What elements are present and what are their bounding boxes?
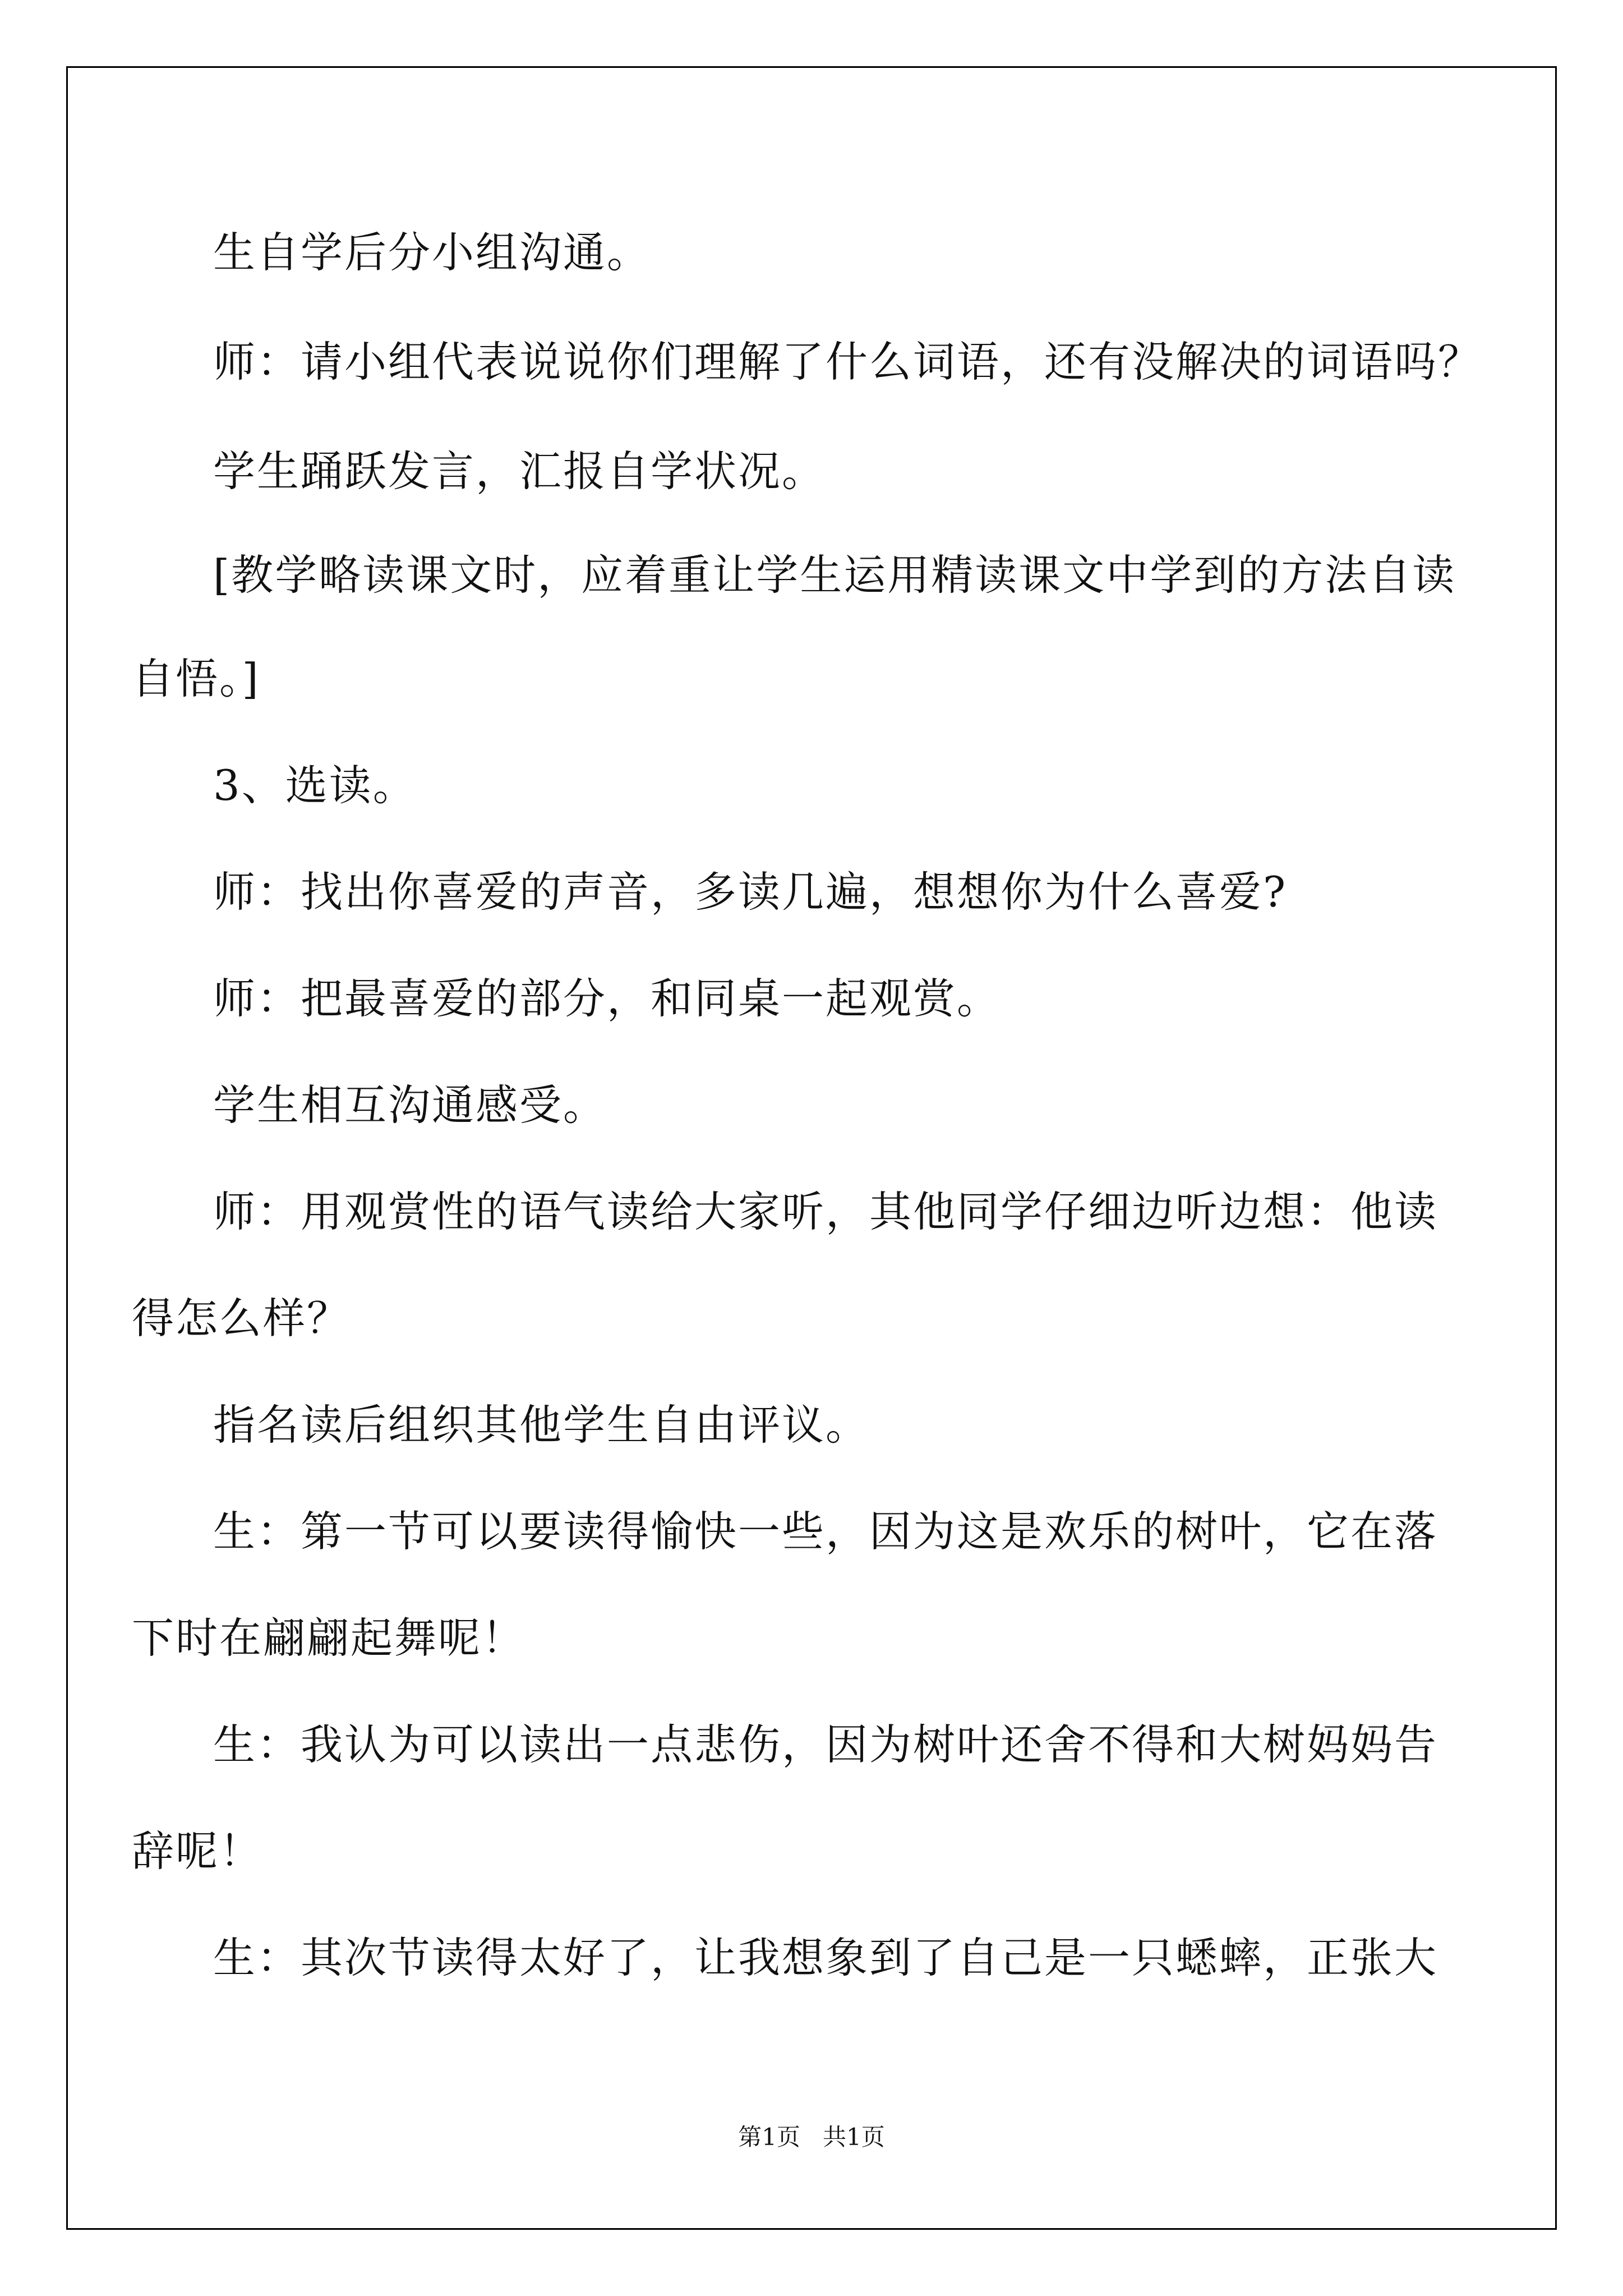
- page-total: 共1页: [823, 2123, 885, 2151]
- paragraph: 生：第一节可以要读得愉快一些，因为这是欢乐的树叶，它在落: [213, 1507, 1438, 1556]
- page-footer: [0, 2120, 1623, 2154]
- paragraph-continuation: 下时在翩翩起舞呢！: [132, 1613, 526, 1663]
- page-number: 第1页: [738, 2123, 800, 2151]
- paragraph: 师：把最喜爱的部分，和同桌一起观赏。: [213, 974, 1001, 1023]
- paragraph: 生自学后分小组沟通。: [213, 228, 651, 277]
- paragraph: 生：我认为可以读出一点悲伤，因为树叶还舍不得和大树妈妈告: [213, 1720, 1438, 1769]
- paragraph-continuation: 辞呢！: [132, 1826, 264, 1876]
- paragraph: 3、选读。: [213, 761, 417, 810]
- paragraph: 指名读后组织其他学生自由评议。: [213, 1400, 870, 1450]
- paragraph: 学生相互沟通感受。: [213, 1080, 607, 1130]
- paragraph: 师：用观赏性的语气读给大家听，其他同学仔细边听边想：他读: [213, 1187, 1438, 1236]
- paragraph: [教学略读课文时，应着重让学生运用精读课文中学到的方法自读: [213, 550, 1456, 600]
- page-border: [66, 66, 1557, 2230]
- paragraph: 学生踊跃发言，汇报自学状况。: [213, 447, 826, 496]
- paragraph-continuation: 得怎么样？: [132, 1294, 351, 1343]
- paragraph: 师：请小组代表说说你们理解了什么词语，还有没解决的词语吗？: [213, 337, 1482, 386]
- paragraph-continuation: 自悟。]: [132, 654, 260, 703]
- paragraph: 师：找出你喜爱的声音，多读几遍，想想你为什么喜爱?: [213, 867, 1288, 917]
- paragraph: 生：其次节读得太好了，让我想象到了自己是一只蟋蟀，正张大: [213, 1933, 1438, 1982]
